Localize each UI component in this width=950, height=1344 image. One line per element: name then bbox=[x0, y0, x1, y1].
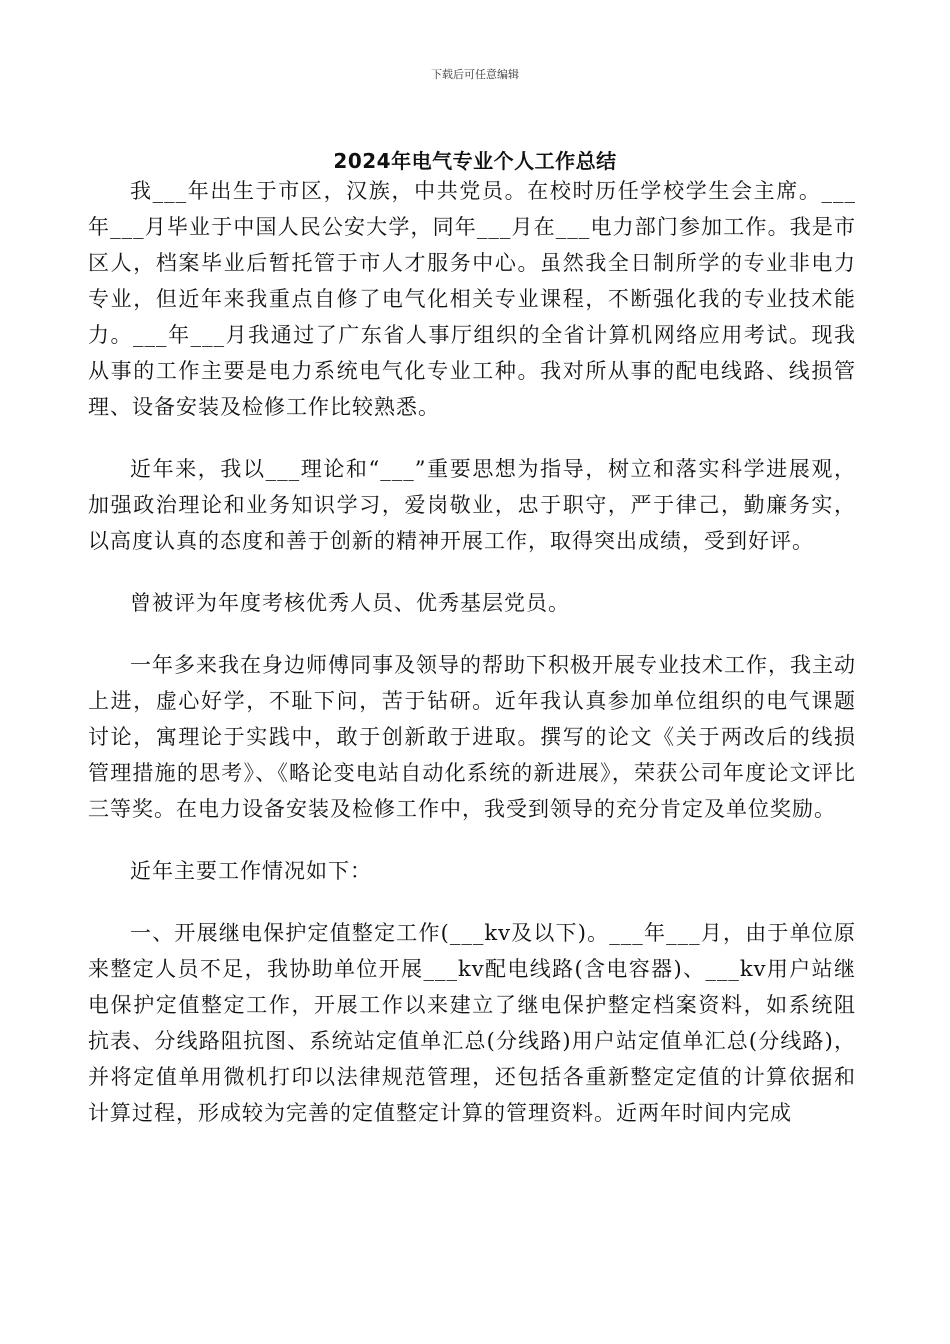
document-body bbox=[88, 173, 856, 1131]
paragraph-personal-background: 我___年出生于市区，汉族，中共党员。在校时历任学校学生会主席。___年___月毕业于中国人民公安大学，同年___月在___电力部门参加工作。我是市区人，档案毕业后暂托管于市人才服务中心。虽然我全日制所学的专业非电力专业，但近年来我重点自修了电气化相关专业课程，不断强化我的专业技术能力。___年___月我通过了广东省人事厅组织的全省计算机网络应用考试。现我从事的工作主要是电力系统电气化专业工种。我对所从事的配电线路、线损管理、设备安装及检修工作比较熟悉。 bbox=[88, 179, 856, 419]
paragraph-relay-protection: 一、开展继电保护定值整定工作(___kv及以下)。___年___月，由于单位原来整定人员不足，我协助单位开展___kv配电线路(含电容器)、___kv用户站继电保护定值整定工作，开展工作以来建立了继电保护整定档案资料，如系统阻抗表、分线路阻抗图、系统站定值单汇总(分线路)用户站定值单汇总(分线路)，并将定值单用微机打印以法律规范管理，还包括各重新整定定值的计算依据和计算过程，形成较为完善的定值整定计算的管理资料。近两年时间内完成 bbox=[88, 921, 856, 1125]
paragraph-technical-work: 一年多来我在身边师傅同事及领导的帮助下积极开展专业技术工作，我主动上进，虚心好学，不耻下问，苦于钻研。近年我认真参加单位组织的电气课题讨论，寓理论于实践中，敢于创新敢于进取。撰写的论文《关于两改后的线损管理措施的思考》、《略论变电站自动化系统的新进展》，荣获公司年度论文评比三等奖。在电力设备安装及检修工作中，我受到领导的充分肯定及单位奖励。 bbox=[88, 653, 856, 821]
paragraph-political-study: 近年来，我以___理论和“___”重要思想为指导，树立和落实科学进展观，加强政治理论和业务知识学习，爱岗敬业，忠于职守，严于律己，勤廉务实，以高度认真的态度和善于创新的精神开展工作，取得突出成绩，受到好评。 bbox=[88, 457, 856, 553]
paragraph-honors: 曾被评为年度考核优秀人员、优秀基层党员。 bbox=[130, 591, 570, 615]
document-title: 2024年电气专业个人工作总结 bbox=[333, 149, 617, 173]
paragraph-work-intro: 近年主要工作情况如下： bbox=[130, 859, 372, 883]
page-header-note: 下载后可任意编辑 bbox=[431, 68, 519, 81]
